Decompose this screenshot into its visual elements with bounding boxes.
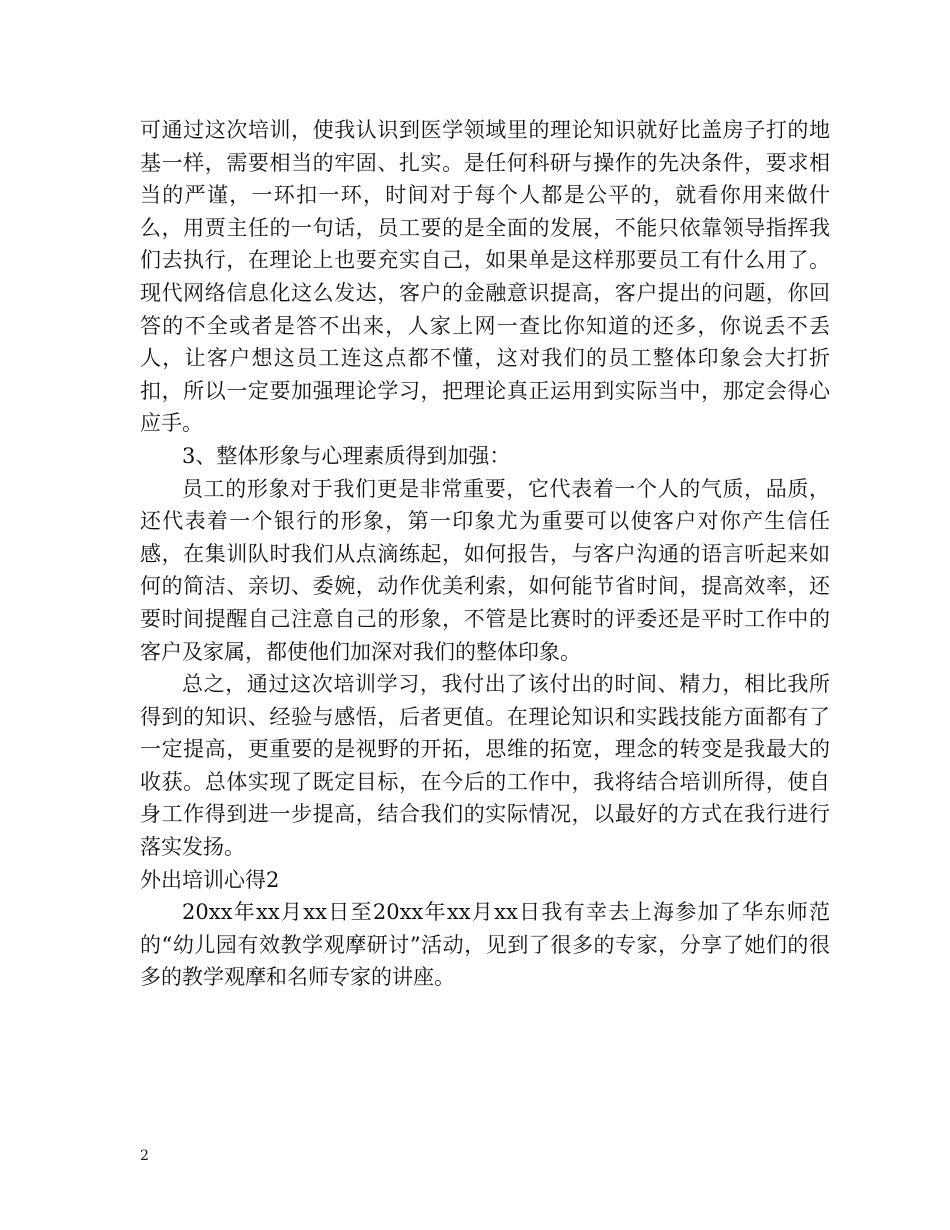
section-heading-image-and-mental-quality: 3、整体形象与心理素质得到加强： bbox=[182, 443, 511, 468]
page-number: 2 bbox=[140, 1148, 149, 1164]
paragraph-employee-image: 员工的形象对于我们更是非常重要，它代表着一个人的气质，品质，还代表着一个银行的形象，第一印象尤为重要可以使客户对你产生信任感，在集训队时我们从点滴练起，如何报告，与客户沟通的语言听起来如何的简洁、亲切、委婉，动作优美利索，如何能节省时间，提高效率，还要时间提醒自己注意自己的形象，不管是比赛时的评委还是平时工作中的客户及家属，都使他们加深对我们的整体印象。 bbox=[140, 476, 830, 664]
document-body bbox=[140, 114, 830, 994]
article-title-training-experience-2: 外出培训心得2 bbox=[140, 867, 280, 892]
paragraph-summary: 总之，通过这次培训学习，我付出了该付出的时间、精力，相比我所得到的知识、经验与感悟，后者更值。在理论知识和实践技能方面都有了一定提高，更重要的是视野的开拓，思维的拓宽，理念的转变是我最大的收获。总体实现了既定目标，在今后的工作中，我将结合培训所得，使自身工作得到进一步提高，结合我们的实际情况，以最好的方式在我行进行落实发扬。 bbox=[140, 672, 830, 860]
paragraph-shanghai-training: 20xx年xx月xx日至20xx年xx月xx日我有幸去上海参加了华东师范的“幼儿园有效教学观摩研讨”活动，见到了很多的专家，分享了她们的很多的教学观摩和名师专家的讲座。 bbox=[140, 900, 830, 990]
paragraph-theory-knowledge: 可通过这次培训，使我认识到医学领域里的理论知识就好比盖房子打的地基一样，需要相当的牢固、扎实。是任何科研与操作的先决条件，要求相当的严谨，一环扣一环，时间对于每个人都是公平的，就看你用来做什么，用贾主任的一句话，员工要的是全面的发展，不能只依靠领导指挥我们去执行，在理论上也要充实自己，如果单是这样那要员工有什么用了。现代网络信息化这么发达，客户的金融意识提高，客户提出的问题，你回答的不全或者是答不出来，人家上网一查比你知道的还多，你说丢不丢人，让客户想这员工连这点都不懂，这对我们的员工整体印象会大打折扣，所以一定要加强理论学习，把理论真正运用到实际当中，那定会得心应手。 bbox=[140, 118, 830, 436]
